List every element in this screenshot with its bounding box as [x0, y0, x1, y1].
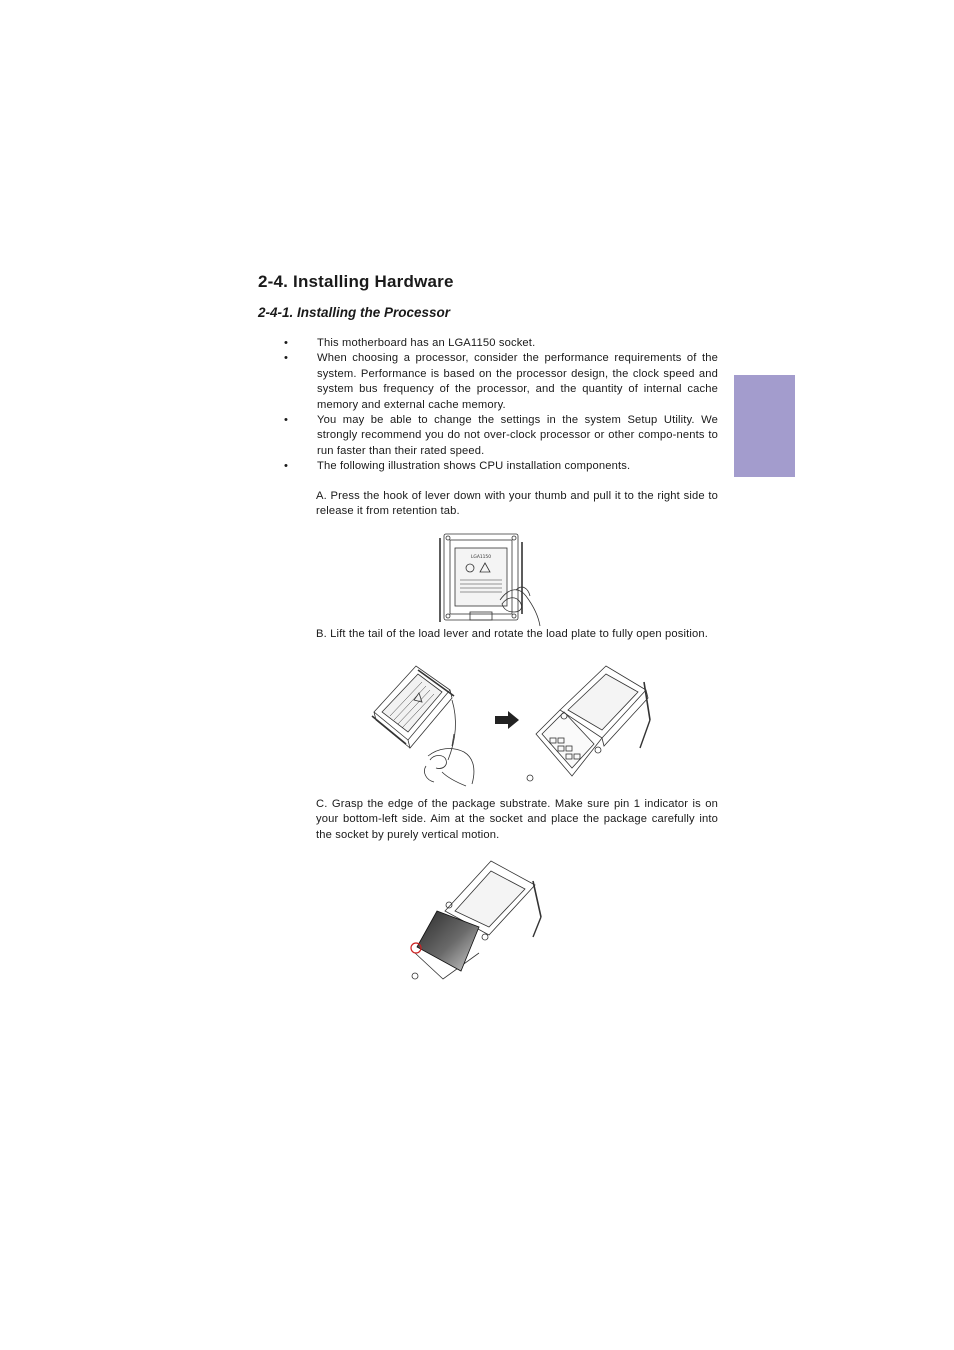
figure-place-package: [405, 855, 547, 985]
subsection-heading: 2-4-1. Installing the Processor: [258, 305, 451, 320]
list-item: [284, 459, 718, 474]
bullet-glyph: •: [284, 352, 289, 365]
list-item: [284, 351, 718, 413]
bullet-text: When choosing a processor, consider the performance requirements of the system. Performance is based on the processor design, the clock speed and system bus frequency of the processor, and the quantity of internal cache memory and external cache memory.: [317, 352, 718, 411]
step-c-text: C. Grasp the edge of the package substrate. Make sure pin 1 indicator is on your bottom-left side. Aim at the socket and place the package carefully into the socket by purely vertical motion.: [316, 798, 718, 841]
figure-lift-lever: [368, 660, 480, 792]
bullet-glyph: •: [284, 414, 289, 427]
figure-socket-closed: [430, 530, 542, 628]
step-b-text: B. Lift the tail of the load lever and rotate the load plate to fully open position.: [316, 628, 708, 640]
list-item: [284, 336, 718, 351]
figure-socket-open: [520, 660, 654, 788]
bullet-glyph: •: [284, 460, 289, 473]
step-a-text: A. Press the hook of lever down with your thumb and pull it to the right side to release it from retention tab.: [316, 490, 718, 518]
processor-notes-list: [284, 336, 718, 475]
bullet-text: This motherboard has an LGA1150 socket.: [317, 337, 536, 349]
chapter-side-tab: [734, 375, 795, 477]
bullet-glyph: •: [284, 337, 289, 349]
right-arrow-icon: [494, 710, 520, 730]
bullet-text: The following illustration shows CPU installation components.: [317, 460, 631, 473]
socket-cover-label: LGA1150: [470, 555, 492, 560]
bullet-text: You may be able to change the settings in the system Setup Utility. We strongly recommend you do not over-clock processor or other compo-nents to run faster than their rated speed.: [317, 414, 718, 457]
section-heading: 2-4. Installing Hardware: [258, 272, 454, 291]
list-item: [284, 413, 718, 459]
